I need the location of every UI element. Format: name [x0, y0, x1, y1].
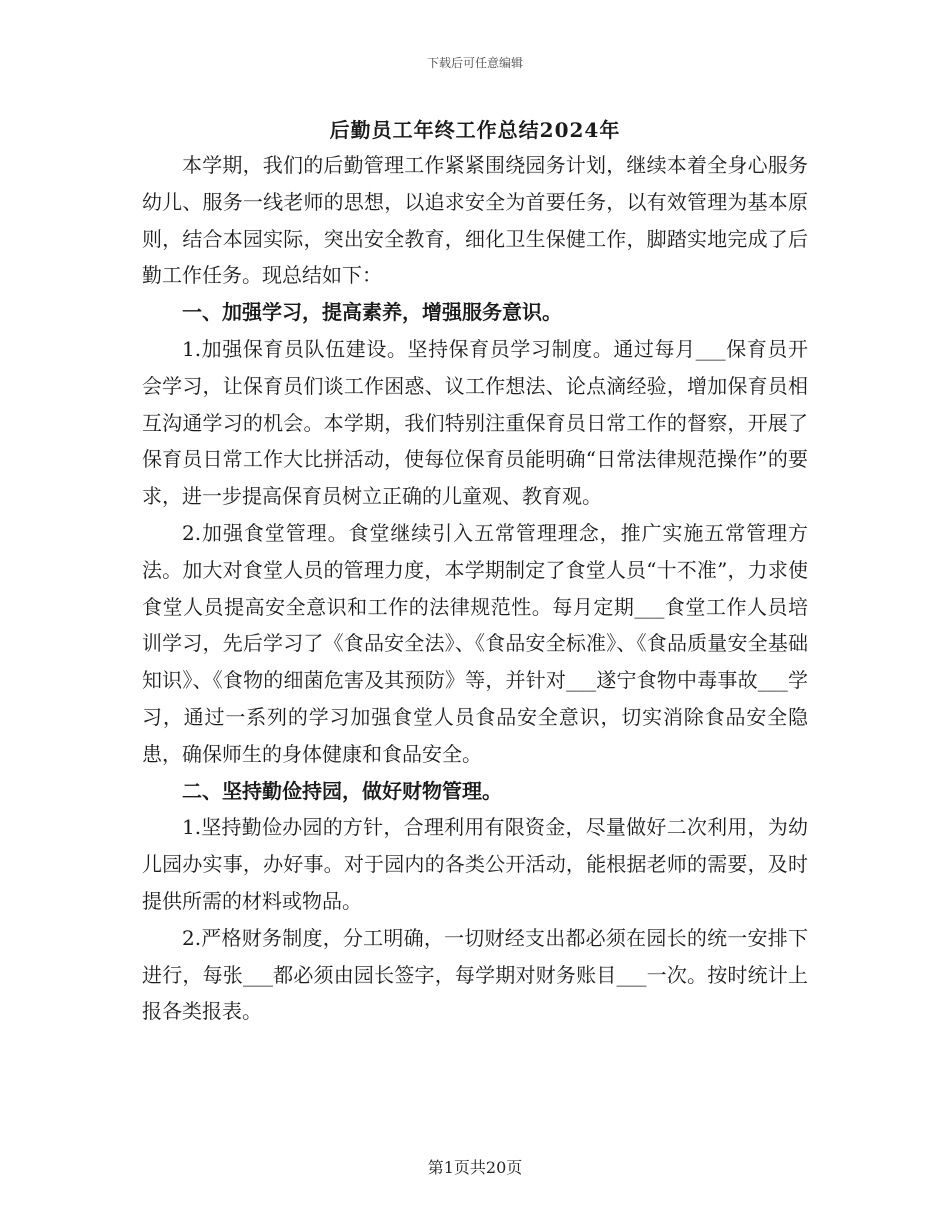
body-paragraph: 1.坚持勤俭办园的方针，合理利用有限资金，尽量做好二次利用，为幼儿园办实事，办好事。对于园内的各类公开活动，能根据老师的需要，及时提供所需的材料或物品。	[142, 815, 808, 913]
section-heading-2: 二、坚持勤俭持园，做好财物管理。	[182, 778, 502, 803]
body-paragraph: 2.严格财务制度，分工明确，一切财经支出都必须在园长的统一安排下进行，每张___都必须由园长签字，每学期对财务账目___一次。按时统计上报各类报表。	[142, 925, 808, 1024]
document-body	[142, 147, 808, 1030]
intro-paragraph: 本学期，我们的后勤管理工作紧紧围绕园务计划，继续本着全身心服务幼儿、服务一线老师的思想，以追求安全为首要任务，以有效管理为基本原则，结合本园实际，突出安全教育，细化卫生保健工作，脚踏实地完成了后勤工作任务。现总结如下：	[142, 153, 808, 288]
section-heading-1: 一、加强学习，提高素养，增强服务意识。	[182, 300, 562, 325]
body-paragraph: 2.加强食堂管理。食堂继续引入五常管理理念，推广实施五常管理方法。加大对食堂人员的管理力度，本学期制定了食堂人员“十不准”，力求使食堂人员提高安全意识和工作的法律规范性。每月定期___食堂工作人员培训学习，先后学习了《食品安全法》、《食品安全标准》、《食品质量安全基础知识》、《食物的细菌危害及其预防》等，并针对___遂宁食物中毒事故___学习，通过一系列的学习加强食堂人员食品安全意识，切实消除食品安全隐患，确保师生的身体健康和食品安全。	[142, 520, 808, 766]
page-number: 第1页共20页	[427, 1158, 523, 1177]
header-note: 下载后可任意编辑	[426, 56, 523, 70]
document-title: 后勤员工年终工作总结2024年	[329, 118, 621, 142]
body-paragraph: 1.加强保育员队伍建设。坚持保育员学习制度。通过每月___保育员开会学习，让保育员们谈工作困惑、议工作想法、论点滴经验，增加保育员相互沟通学习的机会。本学期，我们特别注重保育员日常工作的督察，开展了保育员日常工作大比拼活动，使每位保育员能明确“日常法律规范操作”的要求，进一步提高保育员树立正确的儿童观、教育观。	[142, 336, 808, 509]
